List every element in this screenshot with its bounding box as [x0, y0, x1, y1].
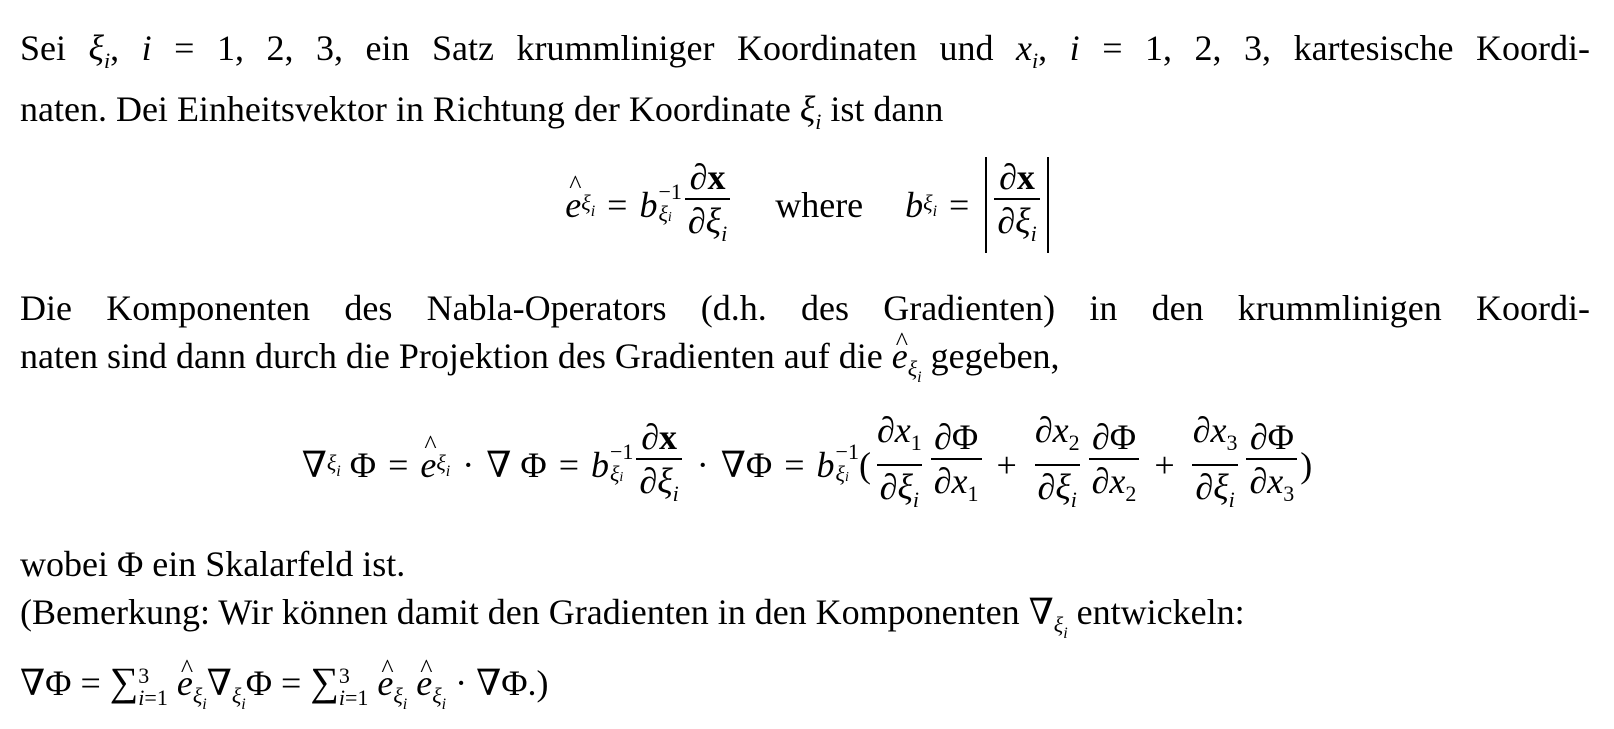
where-label: where: [775, 185, 864, 225]
equation-unit-vector: ^ e $\xi_i$ = b −1 ξi $\frac{\partial x}{\partial\xi_i}$ where b $\xi_i$ = $\frac{\partial x}{\partial\xi_i}$: [0, 150, 1614, 260]
fraction-dx-dxi: $\frac{\partial x}{\partial\xi_i}$: [685, 156, 730, 255]
scalar-field-line: wobei Φ ein Skalarfeld ist.: [20, 544, 406, 584]
intro-line-2: naten. Dei Einheitsvektor in Richtung der Koordinate $\xi_i$ ist dann: [20, 89, 944, 134]
intro-line-1: Sei $\xi_i$, i = 1, 2, 3, ein Satz krummliniger Koordinaten und $x_i$, i = 1, 2, 3, kartesische Koordi-: [20, 28, 1591, 73]
remark-line: (Bemerkung: Wir können damit den Gradienten in den Komponenten $\nabla_{\xi_i}$ entwickeln:: [20, 592, 1245, 642]
paragraph-intro: [20, 24, 1590, 146]
equation-gradient-components: ∇ $\xi_i$ Φ = ^ e $\xi_i$ · ∇ Φ = b −1 ξi $\frac{\partial x}{\partial\xi_i}$ · ∇Φ = b −1 ξi ( $\frac{\partial x_1}{\partial\xi_i}$ $\frac{\partial\Phi}{\partial x_1}$ + $\frac{\partial x_2}{\partial\xi_i}$ $\frac{\partial\Phi}{\partial x_2}$ + $\frac{\partial x_3}{\partial\xi_i}$ $\frac{\partial\Phi}{\partial x_3}$ ): [0, 410, 1614, 520]
remark-formula: ∇Φ = ∑ 3 i=1 ^ $e_{\xi_i}\nabla_{\xi_i}\Phi$ = ∑ 3 i=1 ^ $e_{\xi_i}$ ^ $e_{\xi_i} \cdot \nabla\Phi$.): [20, 658, 1590, 729]
paragraph-nabla: [20, 284, 1590, 402]
paragraph-remark: [20, 540, 1590, 729]
abs-value: $\frac{\partial x}{\partial\xi_i}$: [985, 157, 1048, 253]
nabla-line-1: Die Komponenten des Nabla-Operators (d.h. des Gradienten) in den krummlinigen Koordi-: [20, 288, 1590, 328]
nabla-line-2: naten sind dann durch die Projektion des Gradienten auf die ^ $e_{\xi_i}$ gegeben,: [20, 332, 1590, 402]
